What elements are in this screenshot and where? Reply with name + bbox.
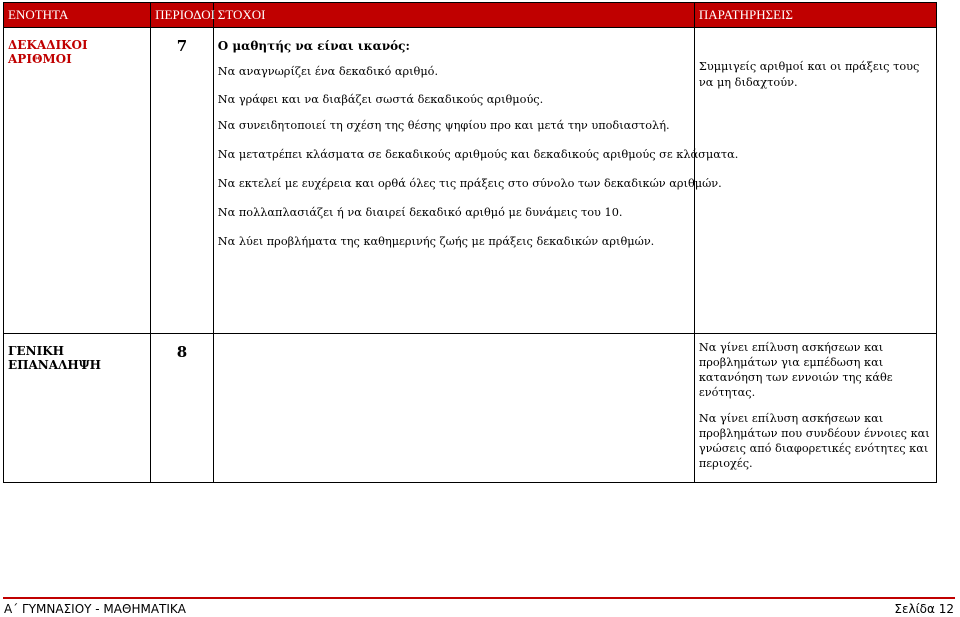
goals-cell xyxy=(213,28,739,334)
unit-name: ΔΕΚΑΔΙΚΟΙ ΑΡΙΘΜΟΙ xyxy=(4,28,151,334)
goal-item: Να πολλαπλασιάζει ή να διαιρεί δεκαδικό αριθμό με δυνάμεις του 10. xyxy=(217,206,623,219)
goals-cell xyxy=(213,334,694,483)
table-header-row xyxy=(4,3,937,28)
goal-item: Να εκτελεί με ευχέρεια και ορθά όλες τις πράξεις στο σύνολο των δεκαδικών αριθμών. xyxy=(217,177,722,190)
curriculum-table xyxy=(3,2,937,483)
goal-item: Να αναγνωρίζει ένα δεκαδικό αριθμό. xyxy=(217,65,439,78)
goal-item: Να γράφει και να διαβάζει σωστά δεκαδικούς αριθμούς. xyxy=(217,93,544,106)
footer-title: Α΄ ΓΥΜΝΑΣΙΟΥ - ΜΑΘΗΜΑΤΙΚΑ xyxy=(4,602,186,616)
header-goals: ΣΤΟΧΟΙ xyxy=(213,3,694,28)
goal-item: Να μετατρέπει κλάσματα σε δεκαδικούς αριθμούς και δεκαδικούς αριθμούς σε κλάσματα. xyxy=(217,148,739,161)
unit-name: ΓΕΝΙΚΗ ΕΠΑΝΑΛΗΨΗ xyxy=(4,334,151,483)
table-row xyxy=(4,28,937,334)
header-periods: ΠΕΡΙΟΔΟΙ xyxy=(151,3,214,28)
header-unit: ΕΝΟΤΗΤΑ xyxy=(4,3,151,28)
note-text: Να γίνει επίλυση ασκήσεων και προβλημάτων για εμπέδωση και κατανόηση των εννοιών της κάθε ενότητας. xyxy=(698,341,893,399)
goal-item: Να λύει προβλήματα της καθημερινής ζωής με πράξεις δεκαδικών αριθμών. xyxy=(217,235,655,248)
notes-cell xyxy=(694,28,936,334)
period-count: 8 xyxy=(151,334,214,483)
goals-heading: Ο μαθητής να είναι ικανός: xyxy=(217,39,410,53)
note-text: Συμμιγείς αριθμοί και οι πράξεις τους να μη διδαχτούν. xyxy=(698,60,920,89)
footer-rule xyxy=(3,597,955,599)
table-row xyxy=(4,334,937,483)
note-text: Να γίνει επίλυση ασκήσεων και προβλημάτων που συνδέουν έννοιες και γνώσεις από διαφορετικές ενότητες και περιοχές. xyxy=(698,412,930,470)
goal-item: Να συνειδητοποιεί τη σχέση της θέσης ψηφίου προ και μετά την υποδιαστολή. xyxy=(217,119,670,132)
notes-cell xyxy=(694,334,936,483)
header-notes: ΠΑΡΑΤΗΡΗΣΕΙΣ xyxy=(694,3,936,28)
page-number: Σελίδα 12 xyxy=(894,602,954,616)
period-count: 7 xyxy=(151,28,214,334)
